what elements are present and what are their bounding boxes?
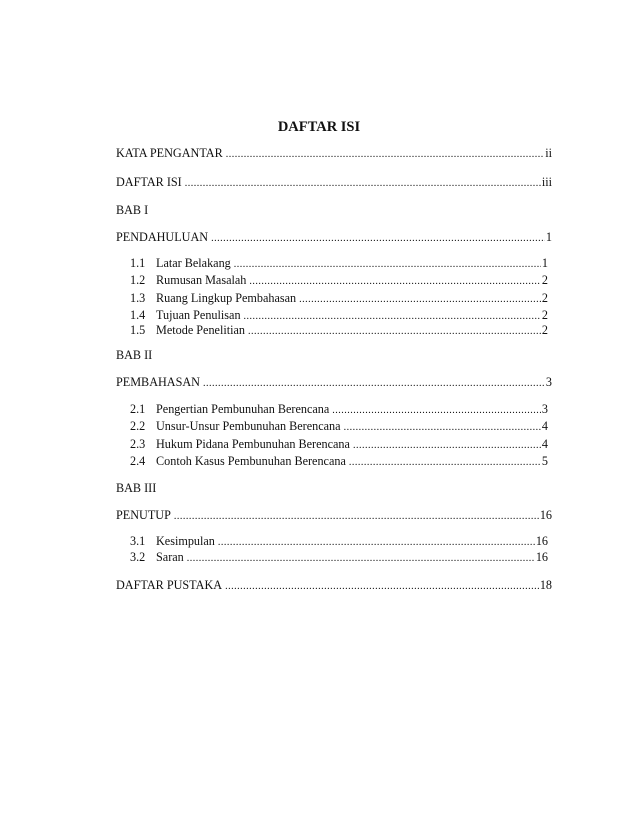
toc-section-1-3: [130, 291, 548, 307]
dot-leader: [174, 509, 539, 524]
section-number: 3.2: [130, 550, 146, 564]
dot-leader: [234, 257, 541, 272]
toc-entry-daftar-isi: [116, 175, 552, 191]
section-number: 1.2: [130, 273, 146, 287]
section-number: 3.1: [130, 534, 146, 548]
toc-entry-penutup: [116, 508, 552, 524]
toc-section-1-2: [130, 273, 548, 289]
page-title: DAFTAR ISI: [277, 119, 361, 135]
section-number: 2.1: [130, 402, 146, 416]
toc-entry-label: PEMBAHASAN: [116, 375, 200, 389]
dot-leader: [226, 147, 544, 162]
section-number: 1.4: [130, 308, 146, 322]
dot-leader: [203, 376, 545, 391]
section-page: 4: [541, 437, 548, 451]
toc-entry-page: iii: [541, 175, 552, 189]
toc-entry-page: 16: [539, 508, 552, 522]
toc-section-3-1: [130, 534, 548, 550]
toc-section-2-4: [130, 454, 548, 470]
section-label: Ruang Lingkup Pembahasan: [156, 291, 297, 305]
chapter-heading-bab-2: BAB II: [116, 348, 153, 362]
dot-leader: [225, 579, 539, 594]
toc-entry-page: 3: [545, 375, 552, 389]
section-number: 2.2: [130, 419, 146, 433]
toc-entry-label: PENDAHULUAN: [116, 230, 209, 244]
chapter-heading-bab-1: BAB I: [116, 203, 149, 217]
toc-entry-pembahasan: [116, 375, 552, 391]
toc-entry-label: DAFTAR ISI: [116, 175, 182, 189]
toc-entry-page: 1: [545, 230, 552, 244]
dot-leader: [211, 231, 545, 246]
section-label: Tujuan Penulisan: [156, 308, 241, 322]
chapter-heading-bab-3: BAB III: [116, 481, 157, 495]
section-label: Saran: [156, 550, 184, 564]
toc-entry-label: KATA PENGANTAR: [116, 146, 223, 160]
toc-section-2-2: [130, 419, 548, 435]
dot-leader: [299, 292, 541, 307]
section-page: 4: [541, 419, 548, 433]
toc-section-2-1: [130, 402, 548, 418]
section-page: 16: [535, 550, 548, 564]
section-label: Kesimpulan: [156, 534, 215, 548]
toc-entry-page: ii: [545, 146, 552, 160]
dot-leader: [349, 455, 541, 470]
toc-section-2-3: [130, 437, 548, 453]
toc-entry-label: DAFTAR PUSTAKA: [116, 578, 223, 592]
dot-leader: [218, 535, 535, 550]
dot-leader: [248, 324, 541, 339]
section-page: 1: [541, 256, 548, 270]
toc-section-3-2: [130, 550, 548, 566]
toc-entry-label: PENUTUP: [116, 508, 171, 522]
dot-leader: [353, 438, 541, 453]
dot-leader: [244, 309, 541, 324]
dot-leader: [332, 403, 541, 418]
section-page: 5: [541, 454, 548, 468]
dot-leader: [344, 420, 541, 435]
toc-entry-daftar-pustaka: [116, 578, 552, 594]
section-page: 2: [541, 323, 548, 337]
section-label: Metode Penelitian: [156, 323, 246, 337]
section-page: 3: [541, 402, 548, 416]
section-label: Rumusan Masalah: [156, 273, 247, 287]
section-number: 1.5: [130, 323, 146, 337]
section-page: 2: [541, 291, 548, 305]
toc-section-1-4: [130, 308, 548, 324]
section-number: 2.3: [130, 437, 146, 451]
section-number: 2.4: [130, 454, 146, 468]
section-page: 2: [541, 273, 548, 287]
section-page: 16: [535, 534, 548, 548]
section-label: Latar Belakang: [156, 256, 231, 270]
section-label: Pengertian Pembunuhan Berencana: [156, 402, 330, 416]
toc-entry-page: 18: [539, 578, 552, 592]
dot-leader: [187, 551, 535, 566]
section-label: Hukum Pidana Pembunuhan Berencana: [156, 437, 350, 451]
dot-leader: [185, 176, 541, 191]
section-number: 1.1: [130, 256, 146, 270]
toc-section-1-1: [130, 256, 548, 272]
section-number: 1.3: [130, 291, 146, 305]
section-page: 2: [541, 308, 548, 322]
toc-section-1-5: [130, 323, 548, 339]
toc-entry-kata-pengantar: [116, 146, 552, 162]
toc-entry-pendahuluan: [116, 230, 552, 246]
section-label: Contoh Kasus Pembunuhan Berencana: [156, 454, 346, 468]
section-label: Unsur-Unsur Pembunuhan Berencana: [156, 419, 341, 433]
dot-leader: [249, 274, 541, 289]
